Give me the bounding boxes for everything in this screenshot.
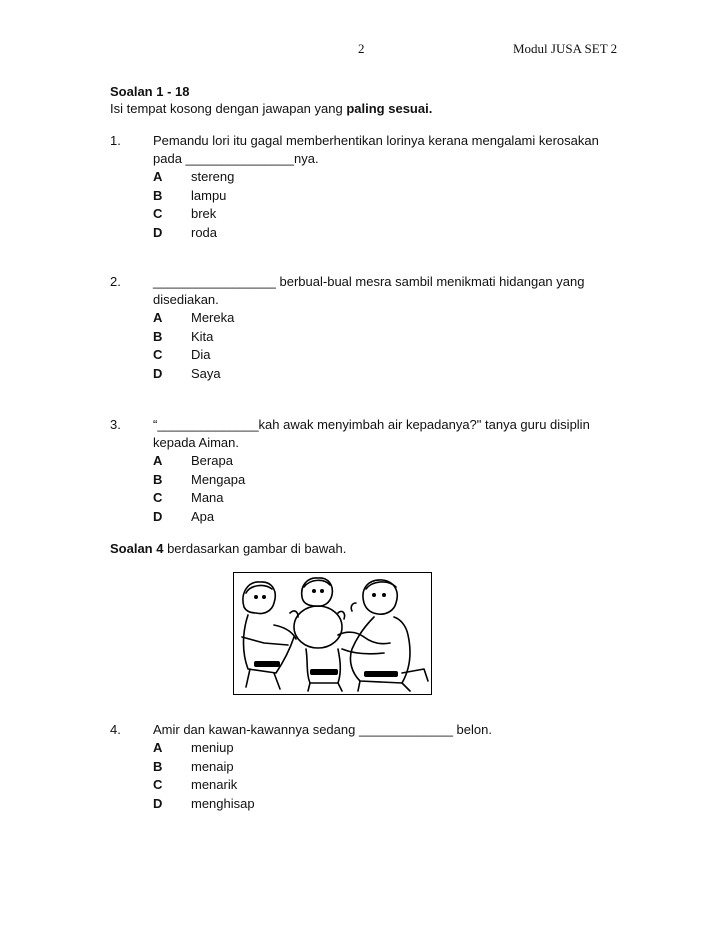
option-text: menarik xyxy=(191,777,238,792)
option-text: menghisap xyxy=(191,795,255,811)
question-number: 3. xyxy=(110,417,121,432)
option-a xyxy=(153,309,630,328)
section-heading xyxy=(110,83,432,117)
option-text: Dia xyxy=(191,347,211,362)
option-letter: D xyxy=(153,795,163,811)
option-letter: B xyxy=(153,471,163,487)
option-b xyxy=(153,328,630,347)
option-letter: D xyxy=(153,508,163,524)
option-text: menaip xyxy=(191,758,234,774)
question-text: Pemandu lori itu gagal memberhentikan lorinya kerana mengalami kerosakan pada _______________nya. xyxy=(153,133,599,166)
option-letter: D xyxy=(153,365,163,381)
option-text: Kita xyxy=(191,328,214,344)
option-d xyxy=(153,224,630,243)
option-letter: C xyxy=(153,777,163,792)
module-title: Modul JUSA SET 2 xyxy=(513,41,618,56)
option-text: Saya xyxy=(191,365,221,381)
option-c xyxy=(153,346,630,365)
question-1 xyxy=(110,132,630,242)
option-text: meniup xyxy=(191,740,234,755)
left-boy-head xyxy=(243,582,275,614)
picture-instruction xyxy=(110,541,346,556)
right-boy-head xyxy=(363,580,397,614)
question-3 xyxy=(110,416,630,526)
option-text: Mana xyxy=(191,490,224,505)
question-number: 2. xyxy=(110,274,121,289)
question-number: 1. xyxy=(110,133,121,148)
option-c xyxy=(153,489,630,508)
option-d xyxy=(153,508,630,527)
option-text: brek xyxy=(191,206,217,221)
option-d xyxy=(153,365,630,384)
option-letter: C xyxy=(153,347,163,362)
question-text: _________________ berbual-bual mesra sambil menikmati hidangan yang disediakan. xyxy=(153,274,585,307)
question-text: Amir dan kawan-kawannya sedang _____________ belon. xyxy=(153,722,492,737)
picture-instruction-bold: Soalan 4 xyxy=(110,541,164,556)
option-letter: C xyxy=(153,206,163,221)
option-b xyxy=(153,758,630,777)
middle-boy-body xyxy=(306,649,340,683)
option-text: Mengapa xyxy=(191,471,246,487)
option-letter: B xyxy=(153,328,163,344)
option-b xyxy=(153,471,630,490)
option-c xyxy=(153,205,630,224)
option-letter: A xyxy=(153,740,163,755)
option-text: lampu xyxy=(191,187,227,203)
boys-blowing-balloon-illustration xyxy=(233,572,432,695)
option-letter: A xyxy=(153,453,163,468)
option-text: Berapa xyxy=(191,453,233,468)
option-letter: B xyxy=(153,758,163,774)
option-letter: C xyxy=(153,490,163,505)
option-text: stereng xyxy=(191,169,235,184)
picture-instruction-text: berdasarkan gambar di bawah. xyxy=(163,541,347,556)
option-a xyxy=(153,168,630,187)
question-2 xyxy=(110,273,630,383)
instruction xyxy=(110,100,432,117)
question-number: 4. xyxy=(110,722,121,737)
option-letter: A xyxy=(153,310,163,325)
instruction-text: Isi tempat kosong dengan jawapan yang xyxy=(110,101,347,116)
option-letter: B xyxy=(153,187,163,203)
option-letter: A xyxy=(153,169,163,184)
question-text: “______________kah awak menyimbah air kepadanya?" tanya guru disiplin kepada Aiman. xyxy=(153,417,590,450)
option-b xyxy=(153,187,630,206)
left-boy-hair xyxy=(246,586,272,593)
page-number: 2 xyxy=(358,41,365,56)
option-d xyxy=(153,795,630,814)
option-text: Mereka xyxy=(191,310,235,325)
option-letter: D xyxy=(153,224,163,240)
balloon-shape xyxy=(294,606,342,648)
option-a xyxy=(153,739,630,758)
option-a xyxy=(153,452,630,471)
question-4 xyxy=(110,721,630,813)
option-text: roda xyxy=(191,224,218,240)
illustration-drawing xyxy=(234,573,431,694)
instruction-emphasis: paling sesuai. xyxy=(346,101,433,116)
option-text: Apa xyxy=(191,508,215,524)
option-c xyxy=(153,776,630,795)
question-range: Soalan 1 - 18 xyxy=(110,84,190,99)
